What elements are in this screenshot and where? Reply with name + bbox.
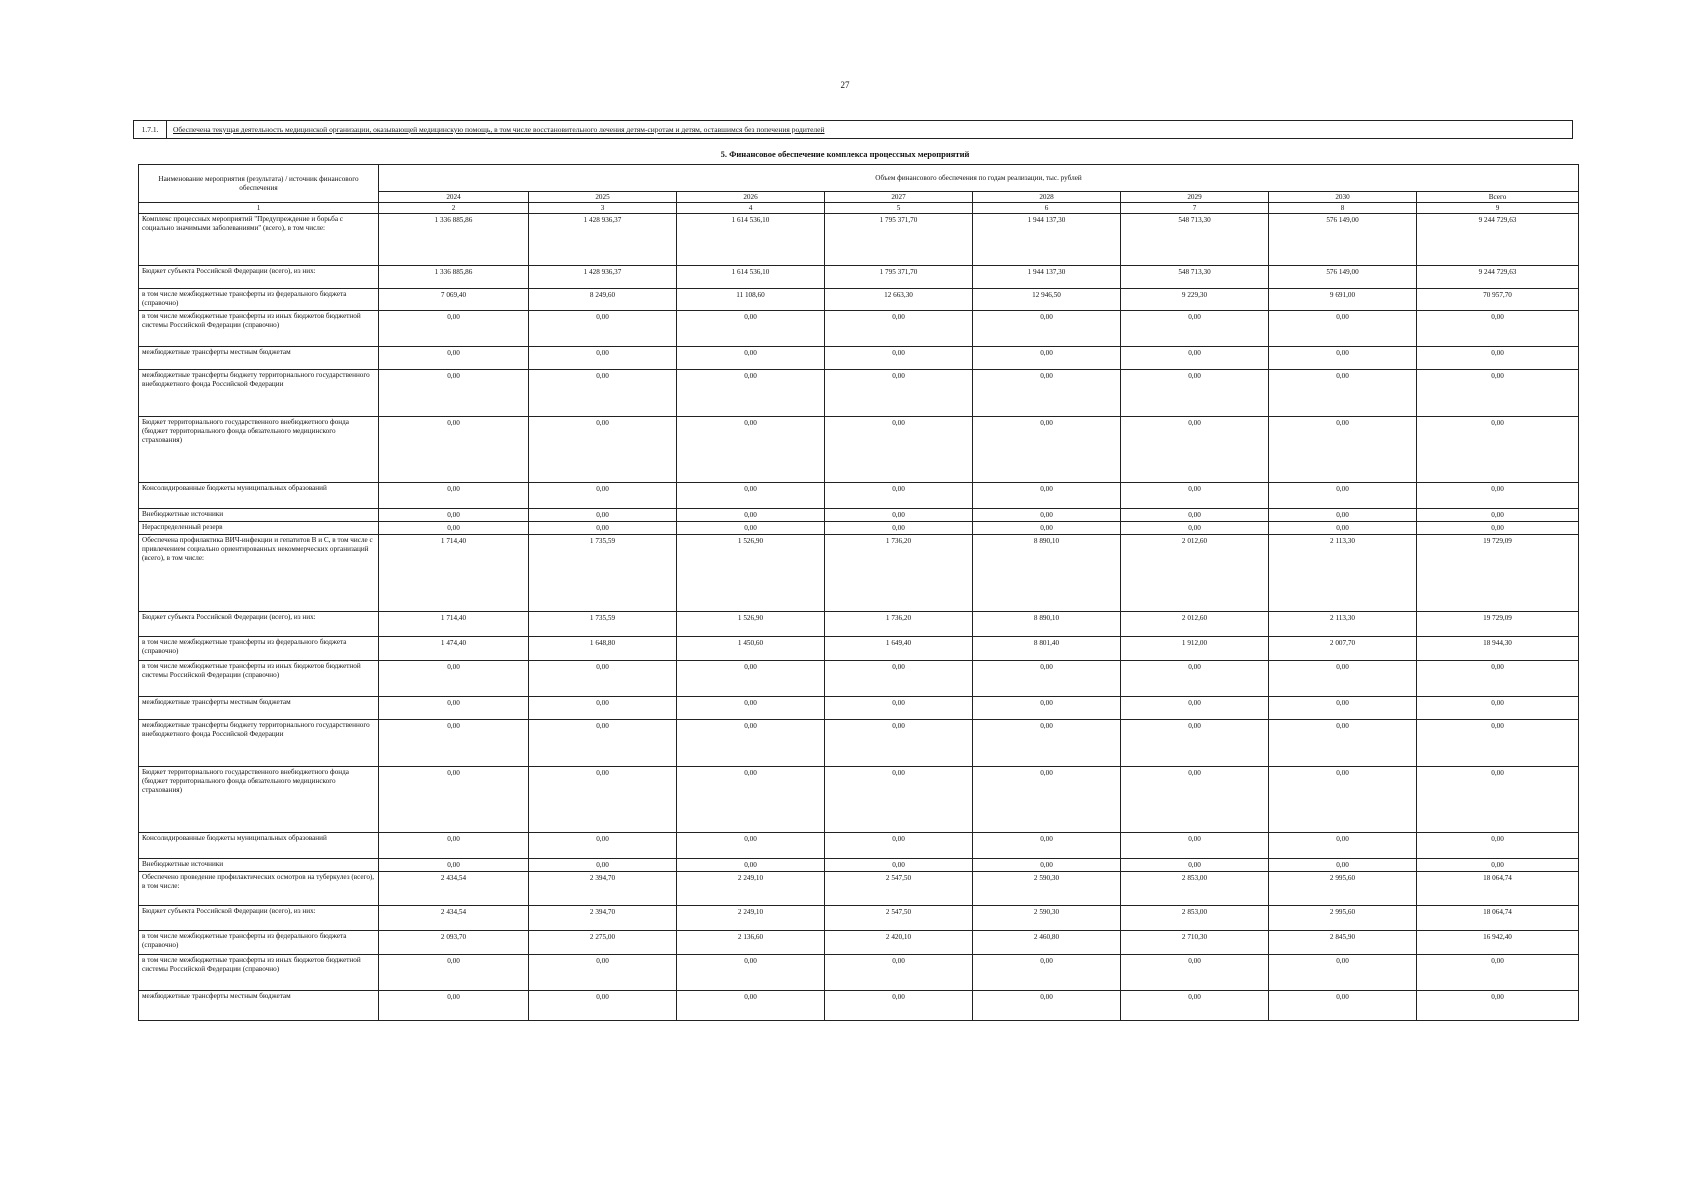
- cell-value: 0,00: [1269, 833, 1417, 859]
- task-row: [133, 120, 1573, 139]
- cell-value: 2 845,90: [1269, 931, 1417, 955]
- cell-value: 0,00: [379, 509, 529, 522]
- cell-value: 2 420,10: [825, 931, 973, 955]
- cell-value: 0,00: [529, 859, 677, 872]
- cell-value: 0,00: [529, 417, 677, 483]
- cell-value: 0,00: [379, 697, 529, 720]
- cell-value: 0,00: [677, 509, 825, 522]
- cell-value: 0,00: [825, 697, 973, 720]
- col-number: 6: [973, 203, 1121, 214]
- cell-value: 0,00: [1417, 347, 1579, 370]
- cell-value: 1 614 536,10: [677, 266, 825, 289]
- table-row: [139, 767, 1579, 833]
- cell-value: 0,00: [825, 661, 973, 697]
- cell-value: 0,00: [677, 991, 825, 1021]
- cell-value: 0,00: [1121, 991, 1269, 1021]
- table-row: [139, 931, 1579, 955]
- cell-value: 0,00: [529, 661, 677, 697]
- finance-table: [138, 164, 1579, 1021]
- cell-value: 0,00: [1269, 417, 1417, 483]
- table-row: [139, 720, 1579, 767]
- cell-value: 0,00: [1417, 311, 1579, 347]
- cell-value: 1 648,80: [529, 637, 677, 661]
- cell-value: 0,00: [973, 955, 1121, 991]
- cell-value: 0,00: [973, 311, 1121, 347]
- cell-value: 70 957,70: [1417, 289, 1579, 311]
- cell-value: 0,00: [1121, 370, 1269, 417]
- cell-value: 18 064,74: [1417, 906, 1579, 931]
- cell-value: 0,00: [1121, 417, 1269, 483]
- cell-value: 2 012,60: [1121, 612, 1269, 637]
- cell-value: 0,00: [677, 522, 825, 535]
- row-label: Консолидированные бюджеты муниципальных образований: [139, 483, 379, 509]
- cell-value: 2 547,50: [825, 872, 973, 906]
- col-number: 5: [825, 203, 973, 214]
- cell-value: 576 149,00: [1269, 266, 1417, 289]
- header-year: 2026: [677, 192, 825, 203]
- row-label: в том числе межбюджетные трансферты из федерального бюджета (справочно): [139, 931, 379, 955]
- header-year: 2024: [379, 192, 529, 203]
- cell-value: 0,00: [973, 370, 1121, 417]
- cell-value: 0,00: [1121, 697, 1269, 720]
- cell-value: 0,00: [973, 697, 1121, 720]
- cell-value: 2 093,70: [379, 931, 529, 955]
- col-number: 3: [529, 203, 677, 214]
- cell-value: 0,00: [677, 347, 825, 370]
- cell-value: 0,00: [1269, 370, 1417, 417]
- header-year: 2030: [1269, 192, 1417, 203]
- cell-value: 9 691,00: [1269, 289, 1417, 311]
- row-label: Обеспечено проведение профилактических осмотров на туберкулез (всего), в том числе:: [139, 872, 379, 906]
- cell-value: 0,00: [529, 347, 677, 370]
- table-row: [139, 347, 1579, 370]
- section-title: 5. Финансовое обеспечение комплекса процессных мероприятий: [720, 149, 970, 159]
- cell-value: 1 526,90: [677, 612, 825, 637]
- cell-value: 1 474,40: [379, 637, 529, 661]
- row-label: в том числе межбюджетные трансферты из федерального бюджета (справочно): [139, 289, 379, 311]
- cell-value: 2 710,30: [1121, 931, 1269, 955]
- cell-value: 0,00: [1269, 661, 1417, 697]
- cell-value: 8 890,10: [973, 535, 1121, 612]
- col-number: 9: [1417, 203, 1579, 214]
- cell-value: 0,00: [973, 522, 1121, 535]
- cell-value: 0,00: [825, 483, 973, 509]
- cell-value: 1 735,59: [529, 535, 677, 612]
- cell-value: 0,00: [825, 370, 973, 417]
- cell-value: 0,00: [1121, 522, 1269, 535]
- cell-value: 2 995,60: [1269, 906, 1417, 931]
- cell-value: 0,00: [529, 720, 677, 767]
- cell-value: 1 649,40: [825, 637, 973, 661]
- cell-value: 0,00: [1417, 661, 1579, 697]
- row-label: в том числе межбюджетные трансферты из иных бюджетов бюджетной системы Российской Федерации (справочно): [139, 955, 379, 991]
- cell-value: 0,00: [379, 859, 529, 872]
- cell-value: 0,00: [677, 370, 825, 417]
- cell-value: 0,00: [1269, 311, 1417, 347]
- cell-value: 0,00: [529, 697, 677, 720]
- table-row: [139, 483, 1579, 509]
- cell-value: 0,00: [529, 483, 677, 509]
- col-number: 8: [1269, 203, 1417, 214]
- cell-value: 0,00: [529, 955, 677, 991]
- cell-value: 2 590,30: [973, 906, 1121, 931]
- task-number: 1.7.1.: [134, 121, 167, 138]
- cell-value: 1 944 137,30: [973, 266, 1121, 289]
- row-label: межбюджетные трансферты бюджету территориального государственного внебюджетного фонда Российской Федерации: [139, 370, 379, 417]
- cell-value: 0,00: [677, 720, 825, 767]
- cell-value: 0,00: [825, 767, 973, 833]
- cell-value: 9 229,30: [1121, 289, 1269, 311]
- cell-value: 0,00: [1417, 720, 1579, 767]
- task-text: Обеспечена текущая деятельность медицинской организации, оказывающей медицинскую помощь, в том числе восстановительного лечения детям-сиротам и детям, оставшимся без попечения родителей: [173, 125, 825, 134]
- cell-value: 0,00: [973, 347, 1121, 370]
- cell-value: 19 729,09: [1417, 535, 1579, 612]
- cell-value: 2 249,10: [677, 906, 825, 931]
- cell-value: 0,00: [677, 859, 825, 872]
- cell-value: 0,00: [825, 417, 973, 483]
- cell-value: 0,00: [379, 347, 529, 370]
- cell-value: 0,00: [379, 370, 529, 417]
- cell-value: 0,00: [973, 720, 1121, 767]
- cell-value: 0,00: [973, 767, 1121, 833]
- cell-value: 0,00: [1417, 767, 1579, 833]
- row-label: Бюджет субъекта Российской Федерации (всего), из них:: [139, 906, 379, 931]
- cell-value: 0,00: [529, 509, 677, 522]
- row-label: Комплекс процессных мероприятий "Предупреждение и борьба с социально значимыми заболеваниями" (всего), в том числе:: [139, 214, 379, 266]
- cell-value: 548 713,30: [1121, 266, 1269, 289]
- table-row: [139, 612, 1579, 637]
- table-row: [139, 289, 1579, 311]
- cell-value: 0,00: [973, 483, 1121, 509]
- header-name-col: Наименование мероприятия (результата) / источник финансового обеспечения: [139, 165, 379, 203]
- cell-value: 1 912,00: [1121, 637, 1269, 661]
- cell-value: 0,00: [379, 417, 529, 483]
- cell-value: 1 736,20: [825, 535, 973, 612]
- cell-value: 2 547,50: [825, 906, 973, 931]
- cell-value: 0,00: [677, 767, 825, 833]
- cell-value: 0,00: [1417, 955, 1579, 991]
- row-label: Консолидированные бюджеты муниципальных образований: [139, 833, 379, 859]
- row-label: Бюджет территориального государственного внебюджетного фонда (бюджет территориального фонда обязательного медицинского страхования): [139, 417, 379, 483]
- row-label: Бюджет субъекта Российской Федерации (всего), из них:: [139, 612, 379, 637]
- cell-value: 2 012,60: [1121, 535, 1269, 612]
- cell-value: 2 007,70: [1269, 637, 1417, 661]
- cell-value: 0,00: [825, 859, 973, 872]
- cell-value: 0,00: [1121, 720, 1269, 767]
- cell-value: 1 428 936,37: [529, 214, 677, 266]
- table-row: [139, 906, 1579, 931]
- cell-value: 0,00: [379, 522, 529, 535]
- cell-value: 0,00: [973, 859, 1121, 872]
- table-row: [139, 637, 1579, 661]
- cell-value: 0,00: [529, 767, 677, 833]
- header-year: 2029: [1121, 192, 1269, 203]
- cell-value: 1 795 371,70: [825, 266, 973, 289]
- cell-value: 0,00: [1121, 509, 1269, 522]
- header-year: 2027: [825, 192, 973, 203]
- cell-value: 576 149,00: [1269, 214, 1417, 266]
- cell-value: 0,00: [677, 955, 825, 991]
- header-year: Всего: [1417, 192, 1579, 203]
- cell-value: 2 434,54: [379, 906, 529, 931]
- cell-value: 0,00: [677, 697, 825, 720]
- cell-value: 18 944,30: [1417, 637, 1579, 661]
- cell-value: 0,00: [1417, 697, 1579, 720]
- cell-value: 1 735,59: [529, 612, 677, 637]
- cell-value: 1 944 137,30: [973, 214, 1121, 266]
- row-label: в том числе межбюджетные трансферты из иных бюджетов бюджетной системы Российской Федерации (справочно): [139, 661, 379, 697]
- cell-value: 0,00: [677, 661, 825, 697]
- table-row: [139, 266, 1579, 289]
- cell-value: 548 713,30: [1121, 214, 1269, 266]
- header-year: 2028: [973, 192, 1121, 203]
- cell-value: 1 336 885,86: [379, 214, 529, 266]
- cell-value: 0,00: [1269, 697, 1417, 720]
- cell-value: 0,00: [1269, 955, 1417, 991]
- cell-value: 12 946,50: [973, 289, 1121, 311]
- cell-value: 0,00: [1121, 859, 1269, 872]
- table-row: [139, 522, 1579, 535]
- cell-value: 2 394,70: [529, 906, 677, 931]
- cell-value: 2 853,00: [1121, 906, 1269, 931]
- cell-value: 0,00: [1121, 955, 1269, 991]
- cell-value: 0,00: [825, 311, 973, 347]
- cell-value: 0,00: [1417, 833, 1579, 859]
- col-number: 4: [677, 203, 825, 214]
- cell-value: 1 526,90: [677, 535, 825, 612]
- row-label: Внебюджетные источники: [139, 859, 379, 872]
- cell-value: 0,00: [1417, 483, 1579, 509]
- cell-value: 19 729,09: [1417, 612, 1579, 637]
- cell-value: 0,00: [825, 509, 973, 522]
- cell-value: 0,00: [973, 509, 1121, 522]
- cell-value: 0,00: [529, 370, 677, 417]
- cell-value: 0,00: [825, 720, 973, 767]
- row-label: Бюджет субъекта Российской Федерации (всего), из них:: [139, 266, 379, 289]
- cell-value: 0,00: [379, 311, 529, 347]
- cell-value: 0,00: [1121, 483, 1269, 509]
- cell-value: 1 450,60: [677, 637, 825, 661]
- page-number: 27: [840, 80, 850, 90]
- cell-value: 2 113,30: [1269, 535, 1417, 612]
- cell-value: 0,00: [825, 347, 973, 370]
- table-row: [139, 311, 1579, 347]
- table-row: [139, 509, 1579, 522]
- cell-value: 1 714,40: [379, 535, 529, 612]
- cell-value: 1 336 885,86: [379, 266, 529, 289]
- cell-value: 8 801,40: [973, 637, 1121, 661]
- cell-value: 1 714,40: [379, 612, 529, 637]
- cell-value: 0,00: [1269, 767, 1417, 833]
- row-label: Нераспределенный резерв: [139, 522, 379, 535]
- cell-value: 0,00: [529, 991, 677, 1021]
- cell-value: 0,00: [379, 955, 529, 991]
- table-row: [139, 859, 1579, 872]
- table-row: [139, 872, 1579, 906]
- cell-value: 2 136,60: [677, 931, 825, 955]
- cell-value: 0,00: [379, 833, 529, 859]
- cell-value: 1 736,20: [825, 612, 973, 637]
- cell-value: 0,00: [379, 483, 529, 509]
- cell-value: 0,00: [973, 991, 1121, 1021]
- cell-value: 0,00: [1417, 370, 1579, 417]
- cell-value: 1 428 936,37: [529, 266, 677, 289]
- cell-value: 8 249,60: [529, 289, 677, 311]
- cell-value: 0,00: [1417, 509, 1579, 522]
- row-label: межбюджетные трансферты местным бюджетам: [139, 347, 379, 370]
- table-row: [139, 661, 1579, 697]
- cell-value: 0,00: [1121, 833, 1269, 859]
- cell-value: 0,00: [1417, 991, 1579, 1021]
- cell-value: 12 663,30: [825, 289, 973, 311]
- cell-value: 2 275,00: [529, 931, 677, 955]
- cell-value: 0,00: [529, 833, 677, 859]
- table-row: [139, 417, 1579, 483]
- row-label: межбюджетные трансферты местным бюджетам: [139, 697, 379, 720]
- row-label: в том числе межбюджетные трансферты из федерального бюджета (справочно): [139, 637, 379, 661]
- cell-value: 0,00: [1269, 483, 1417, 509]
- cell-value: 0,00: [1121, 311, 1269, 347]
- cell-value: 2 113,30: [1269, 612, 1417, 637]
- col-number: 7: [1121, 203, 1269, 214]
- row-label: в том числе межбюджетные трансферты из иных бюджетов бюджетной системы Российской Федерации (справочно): [139, 311, 379, 347]
- cell-value: 0,00: [973, 661, 1121, 697]
- cell-value: 0,00: [529, 522, 677, 535]
- cell-value: 0,00: [825, 833, 973, 859]
- cell-value: 0,00: [825, 991, 973, 1021]
- cell-value: 0,00: [1269, 347, 1417, 370]
- cell-value: 0,00: [379, 991, 529, 1021]
- cell-value: 0,00: [529, 311, 677, 347]
- cell-value: 0,00: [1121, 347, 1269, 370]
- cell-value: 0,00: [677, 311, 825, 347]
- cell-value: 1 614 536,10: [677, 214, 825, 266]
- cell-value: 0,00: [1417, 859, 1579, 872]
- row-label: Бюджет территориального государственного внебюджетного фонда (бюджет территориального фонда обязательного медицинского страхования): [139, 767, 379, 833]
- cell-value: 11 108,60: [677, 289, 825, 311]
- cell-value: 0,00: [973, 417, 1121, 483]
- table-row: [139, 214, 1579, 266]
- cell-value: 0,00: [1417, 522, 1579, 535]
- table-row: [139, 697, 1579, 720]
- cell-value: 0,00: [1269, 522, 1417, 535]
- cell-value: 0,00: [677, 833, 825, 859]
- cell-value: 0,00: [1417, 417, 1579, 483]
- cell-value: 2 853,00: [1121, 872, 1269, 906]
- cell-value: 0,00: [379, 720, 529, 767]
- cell-value: 1 795 371,70: [825, 214, 973, 266]
- cell-value: 0,00: [379, 661, 529, 697]
- row-label: межбюджетные трансферты бюджету территориального государственного внебюджетного фонда Российской Федерации: [139, 720, 379, 767]
- row-label: Обеспечена профилактика ВИЧ-инфекции и гепатитов В и С, в том числе с привлечением социально ориентированных некоммерческих организаций (всего), в том числе:: [139, 535, 379, 612]
- cell-value: 0,00: [973, 833, 1121, 859]
- row-label: межбюджетные трансферты местным бюджетам: [139, 991, 379, 1021]
- table-body: [139, 214, 1579, 1021]
- cell-value: 2 434,54: [379, 872, 529, 906]
- cell-value: 0,00: [1269, 509, 1417, 522]
- cell-value: 2 590,30: [973, 872, 1121, 906]
- table-row: [139, 991, 1579, 1021]
- table-row: [139, 955, 1579, 991]
- header-volume-caption: Объем финансового обеспечения по годам реализации, тыс. рублей: [379, 165, 1579, 192]
- col-number: 2: [379, 203, 529, 214]
- cell-value: 0,00: [1269, 859, 1417, 872]
- cell-value: 0,00: [379, 767, 529, 833]
- table-row: [139, 535, 1579, 612]
- table-row: [139, 370, 1579, 417]
- cell-value: 9 244 729,63: [1417, 266, 1579, 289]
- cell-value: 2 460,80: [973, 931, 1121, 955]
- cell-value: 9 244 729,63: [1417, 214, 1579, 266]
- cell-value: 2 995,60: [1269, 872, 1417, 906]
- cell-value: 18 064,74: [1417, 872, 1579, 906]
- cell-value: 2 394,70: [529, 872, 677, 906]
- table-row: [139, 833, 1579, 859]
- cell-value: 0,00: [1269, 720, 1417, 767]
- cell-value: 0,00: [1269, 991, 1417, 1021]
- cell-value: 16 942,40: [1417, 931, 1579, 955]
- col-number: 1: [139, 203, 379, 214]
- cell-value: 0,00: [1121, 661, 1269, 697]
- header-year: 2025: [529, 192, 677, 203]
- cell-value: 7 069,40: [379, 289, 529, 311]
- cell-value: 0,00: [677, 417, 825, 483]
- cell-value: 8 890,10: [973, 612, 1121, 637]
- cell-value: 0,00: [825, 955, 973, 991]
- cell-value: 0,00: [825, 522, 973, 535]
- cell-value: 2 249,10: [677, 872, 825, 906]
- row-label: Внебюджетные источники: [139, 509, 379, 522]
- cell-value: 0,00: [1121, 767, 1269, 833]
- cell-value: 0,00: [677, 483, 825, 509]
